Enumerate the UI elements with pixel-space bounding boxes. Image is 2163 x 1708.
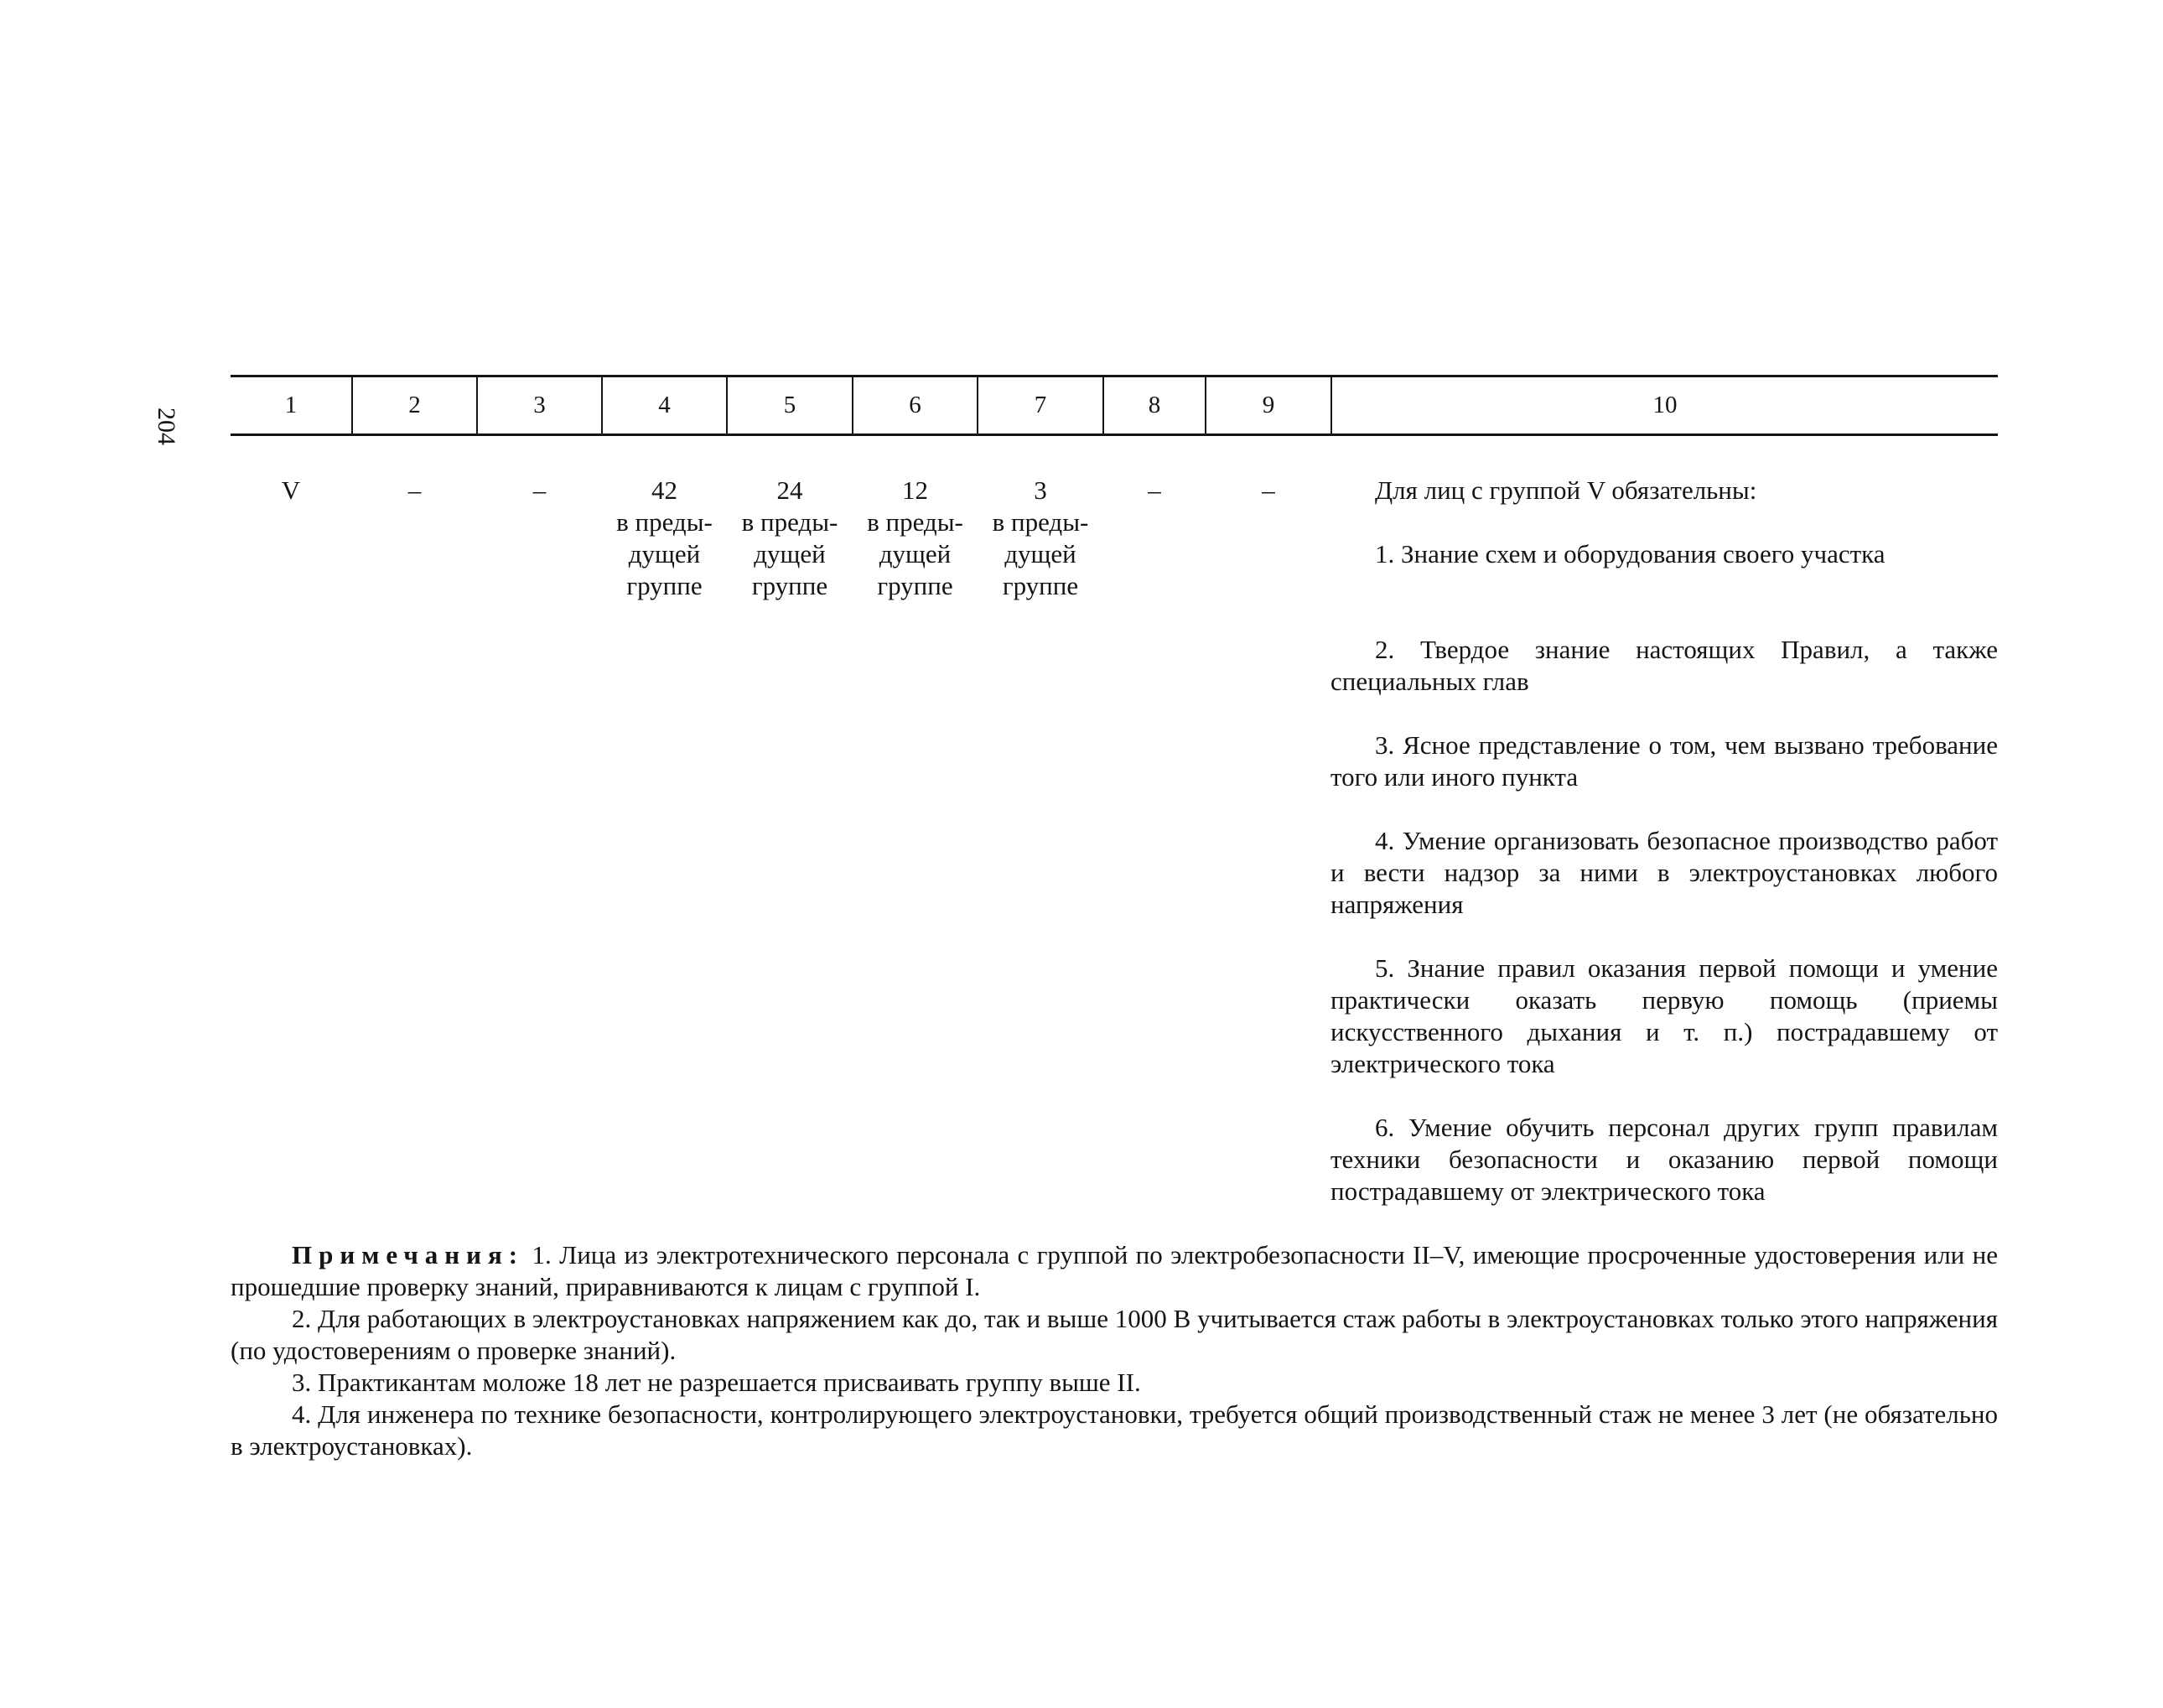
cell-col2: – (407, 475, 422, 505)
cell-note-line: дущей (628, 539, 701, 568)
column-header-1: 1 (284, 392, 298, 418)
cell-value: 3 (1034, 475, 1047, 505)
column-header-2: 2 (408, 392, 421, 418)
cell-group: V (281, 475, 301, 505)
requirement-item: 1. Знание схем и оборудования своего участка (1375, 539, 1885, 568)
cell-note-line: дущей (879, 539, 952, 568)
note-item: 4. Для инженера по технике безопасности, контролирующего электроустановки, требуется общий производственный стаж не менее 3 лет (не обязательно в электроустановках). (231, 1399, 1998, 1461)
column-header-10: 10 (1652, 392, 1678, 418)
cell-note-line: в преды- (867, 507, 963, 537)
cell-note-line: группе (626, 571, 703, 600)
notes-section (231, 1239, 1998, 1462)
cell-col3: – (532, 475, 547, 505)
column-header-3: 3 (533, 392, 546, 418)
page-number: 204 (153, 408, 180, 445)
cell-note-line: в преды- (992, 507, 1089, 537)
note-item: 3. Практикантам моложе 18 лет не разрешается присваивать группу выше II. (292, 1368, 1141, 1397)
cell-note-line: дущей (1004, 539, 1076, 568)
note-item: 2. Для работающих в электроустановках напряжением как до, так и выше 1000 В учитывается стаж работы в электроустановках только этого напряжения (по удостоверениям о проверке знаний). (231, 1304, 1998, 1365)
cell-note-line: группе (1002, 571, 1079, 600)
cell-col6 (853, 475, 977, 602)
column-header-6: 6 (909, 392, 921, 418)
cell-col8: – (1148, 475, 1161, 505)
requirement-item: 6. Умение обучить персонал других групп правилам техники безопасности и оказанию первой помощи пострадавшему от электрического тока (1330, 1113, 1998, 1206)
cell-note-line: дущей (754, 539, 826, 568)
note-item (231, 1239, 1998, 1303)
column-header-7: 7 (1034, 392, 1047, 418)
requirements-intro: Для лиц с группой V обязательны: (1375, 475, 1757, 505)
notes-label: Примечания: (292, 1240, 525, 1269)
column-header-9: 9 (1262, 392, 1275, 418)
requirement-item: 5. Знание правил оказания первой помощи и умение практически оказать первую помощь (приемы искусственного дыхания и т. п.) пострадавшему от электрического тока (1330, 953, 1998, 1078)
cell-note-line: в преды- (616, 507, 713, 537)
column-header-8: 8 (1148, 392, 1161, 418)
cell-note-line: группе (751, 571, 828, 600)
column-header-5: 5 (783, 392, 796, 418)
cell-value: 42 (651, 475, 677, 505)
requirement-item: 2. Твердое знание настоящих Правил, а также специальных глав (1330, 635, 1998, 696)
note-text: 1. Лица из электротехнического персонала с группой по электробезопасности II–V, имеющие просроченные удостоверения или не прошедшие проверку знаний, приравниваются к лицам с группой I. (231, 1240, 1999, 1301)
requirement-item: 3. Ясное представление о том, чем вызвано требование того или иного пункта (1330, 730, 1998, 792)
cell-col5 (728, 475, 852, 602)
cell-note-line: в преды- (741, 507, 838, 537)
cell-col4 (603, 475, 726, 602)
cell-col9: – (1262, 475, 1275, 505)
requirement-item: 4. Умение организовать безопасное производство работ и вести надзор за ними в электроустановках любого напряжения (1330, 826, 1998, 919)
cell-note-line: группе (877, 571, 953, 600)
cell-col7 (978, 475, 1102, 602)
cell-value: 12 (902, 475, 928, 505)
column-header-4: 4 (658, 392, 671, 418)
cell-value: 24 (776, 475, 803, 505)
